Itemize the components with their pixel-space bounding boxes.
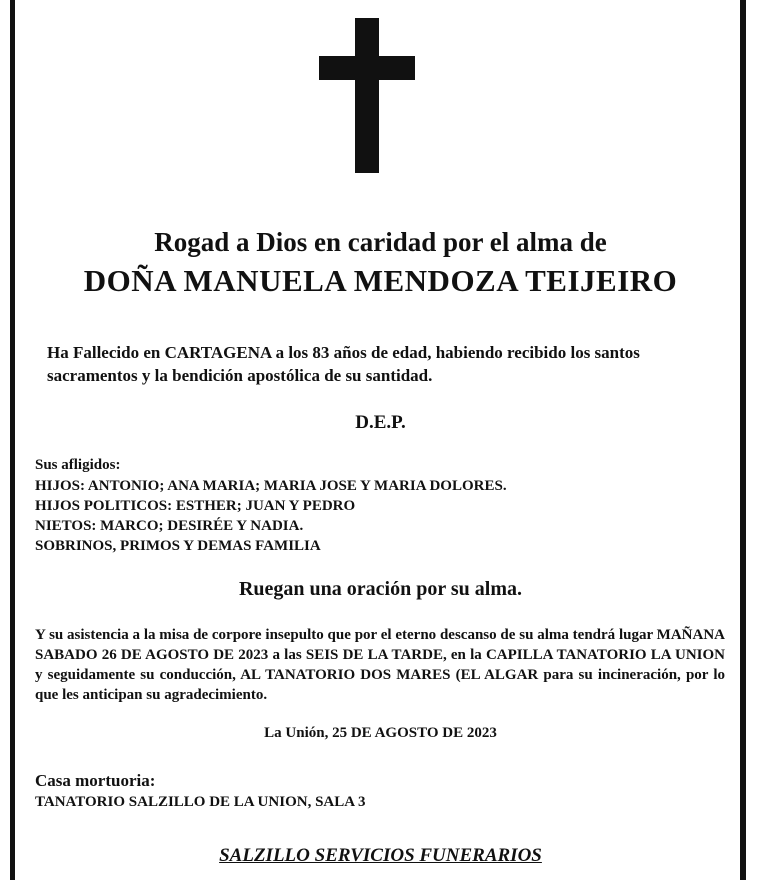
family-heading: Sus afligidos:	[35, 457, 121, 473]
family-line-grandchildren: NIETOS: MARCO; DESIRÉE Y NADIA.	[35, 518, 304, 534]
family-line-in-laws: HIJOS POLITICOS: ESTHER; JUAN Y PEDRO	[35, 498, 356, 514]
ceremony-details	[35, 625, 725, 705]
deceased-name: DOÑA MANUELA MENDOZA TEIJEIRO	[83, 263, 678, 298]
prayer-request: Ruegan una oración por su alma.	[238, 578, 522, 600]
intro-line: Rogad a Dios en caridad por el alma de	[154, 227, 607, 257]
left-border-line	[10, 0, 15, 880]
death-notice: Ha Fallecido en CARTAGENA a los 83 años de edad, habiendo recibido los santos sacramentos y la bendición apostólica de su santidad.	[47, 343, 640, 385]
funeral-home-heading: Casa mortuoria:	[35, 771, 156, 790]
place-and-date: La Unión, 25 DE AGOSTO DE 2023	[264, 725, 497, 741]
family-line-children: HIJOS: ANTONIO; ANA MARIA; MARIA JOSE Y MARIA DOLORES.	[35, 478, 507, 494]
family-line-relatives: SOBRINOS, PRIMOS Y DEMAS FAMILIA	[35, 538, 321, 554]
funeral-home-value: TANATORIO SALZILLO DE LA UNION, SALA 3	[35, 794, 366, 810]
funeral-service-provider: SALZILLO SERVICIOS FUNERARIOS	[219, 845, 542, 866]
ceremony-text: Y su asistencia a la misa de corpore insepulto que por el eterno descanso de su alma tendrá lugar MAÑANA SABADO 26 DE AGOSTO DE 2023 a las SEIS DE LA TARDE, en la CAPILLA TANATORIO LA UNION y seguidamente su conducción, AL TANATORIO DOS MARES (EL ALGAR para su incineración, por lo que les anticipan su agradecimiento.	[35, 627, 725, 703]
rip-text: D.E.P.	[355, 412, 406, 433]
latin-cross-icon	[319, 18, 415, 173]
right-border-line	[740, 0, 746, 880]
